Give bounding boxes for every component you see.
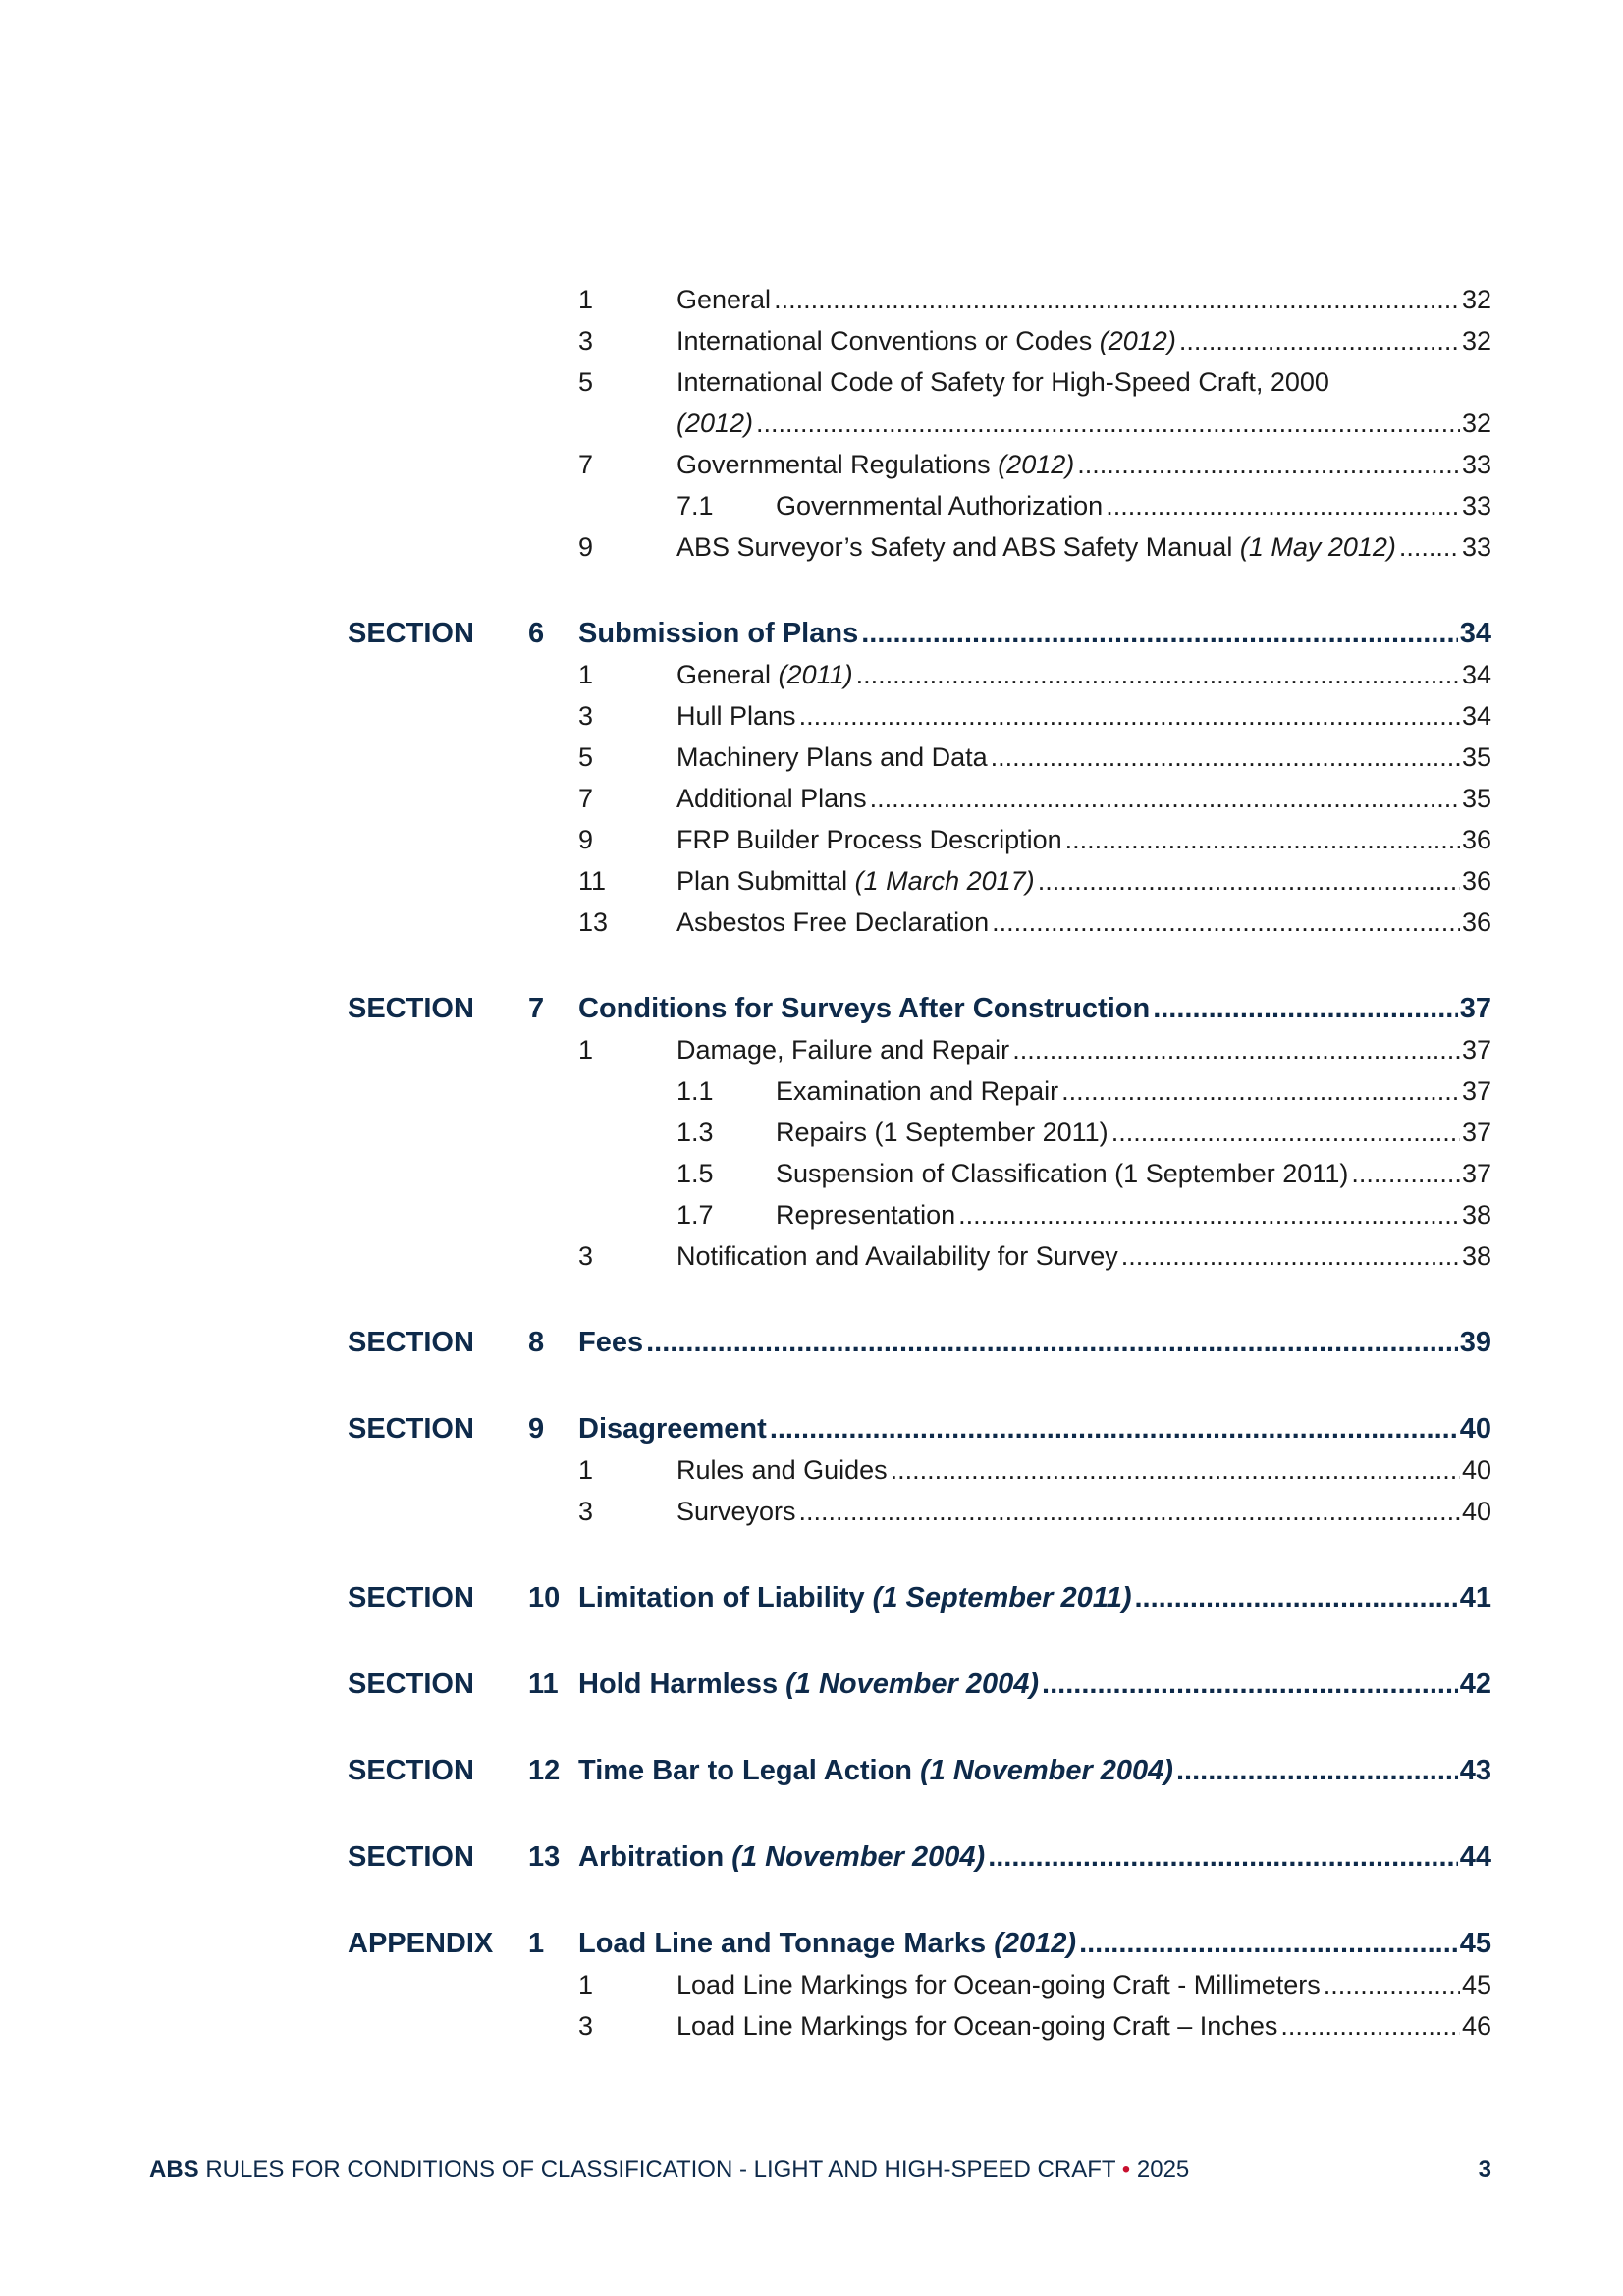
toc-page-number: 37 bbox=[1461, 1159, 1491, 1188]
toc-entry-title: Load Line Markings for Ocean-going Craft - Millimeters bbox=[676, 1970, 1321, 1999]
leader-dots bbox=[991, 737, 1460, 778]
toc-page-number: 34 bbox=[1461, 701, 1491, 731]
toc-entry-title: Load Line Markings for Ocean-going Craft – Inches bbox=[676, 2011, 1278, 2041]
toc-page-number: 36 bbox=[1461, 866, 1491, 896]
toc-page-number: 36 bbox=[1461, 907, 1491, 937]
toc-entry-title: Rules and Guides bbox=[676, 1455, 888, 1485]
toc-entry[interactable]: 3 Surveyors ..... 40 bbox=[0, 1491, 1623, 1532]
leader-dots bbox=[1324, 1964, 1460, 2005]
leader-dots bbox=[756, 403, 1460, 444]
toc-section-6[interactable] bbox=[0, 613, 1623, 654]
toc-section-10[interactable] bbox=[0, 1577, 1623, 1618]
toc-page-number: 40 bbox=[1459, 1413, 1491, 1445]
toc-page-number: 33 bbox=[1461, 532, 1491, 562]
toc-appendix-1[interactable] bbox=[0, 1923, 1623, 1964]
toc-entry-title: ABS Surveyor’s Safety and ABS Safety Manual bbox=[676, 532, 1240, 562]
toc-entry[interactable]: 3 Notification and Availability for Survey ..... 38 bbox=[0, 1235, 1623, 1277]
section-date: (1 September 2011) bbox=[872, 1582, 1132, 1613]
leader-dots bbox=[1079, 1923, 1458, 1964]
toc-page-number: 33 bbox=[1461, 450, 1491, 479]
toc-page-number: 40 bbox=[1461, 1455, 1491, 1485]
toc-section-8[interactable] bbox=[0, 1322, 1623, 1363]
leader-dots bbox=[799, 695, 1460, 737]
toc-page-number: 32 bbox=[1461, 285, 1491, 314]
toc-entry[interactable]: 3 Hull Plans ..... 34 bbox=[0, 695, 1623, 737]
toc-subentry[interactable]: 1.5 Suspension of Classification (1 September 2011) ..... 37 bbox=[0, 1153, 1623, 1194]
toc-page-number: 44 bbox=[1459, 1841, 1491, 1873]
toc-page-number: 40 bbox=[1461, 1497, 1491, 1526]
toc-entry[interactable]: 5 Machinery Plans and Data ..... 35 bbox=[0, 737, 1623, 778]
toc-entry-title: Governmental Regulations bbox=[676, 450, 999, 479]
section-label: SECTION bbox=[348, 618, 474, 649]
toc-page-number: 37 bbox=[1461, 1076, 1491, 1106]
section-label: SECTION bbox=[348, 1841, 474, 1873]
section-title: Fees bbox=[578, 1327, 644, 1358]
toc-page-number: 37 bbox=[1459, 993, 1491, 1024]
section-number: 10 bbox=[528, 1582, 561, 1613]
toc-entry[interactable]: 9 FRP Builder Process Description ..... 36 bbox=[0, 819, 1623, 860]
toc-entry-title: Representation bbox=[776, 1200, 956, 1230]
section-date: (1 November 2004) bbox=[920, 1755, 1173, 1786]
section-number: 7 bbox=[528, 993, 545, 1024]
toc-section-7[interactable] bbox=[0, 988, 1623, 1029]
appendix-number: 1 bbox=[528, 1928, 545, 1959]
footer-page-number: 3 bbox=[1478, 2157, 1491, 2183]
leader-dots bbox=[1111, 1112, 1460, 1153]
toc-section-9[interactable] bbox=[0, 1408, 1623, 1449]
leader-dots bbox=[1399, 526, 1460, 568]
section-title: Conditions for Surveys After Construction bbox=[578, 993, 1151, 1024]
toc-entry-date: (1 May 2012) bbox=[1239, 532, 1396, 562]
section-number: 11 bbox=[528, 1668, 559, 1700]
leader-dots bbox=[891, 1449, 1460, 1491]
toc-entry-date: (2012) bbox=[1099, 326, 1176, 355]
toc-page-number: 34 bbox=[1461, 660, 1491, 689]
leader-dots bbox=[992, 902, 1460, 943]
section-title: Disagreement bbox=[578, 1413, 767, 1445]
leader-dots bbox=[1061, 1070, 1460, 1112]
toc-entry-title: Plan Submittal bbox=[676, 866, 855, 896]
leader-dots bbox=[1106, 485, 1460, 526]
section-number: 8 bbox=[528, 1327, 545, 1358]
leader-dots bbox=[958, 1194, 1460, 1235]
toc-page-number: 38 bbox=[1461, 1241, 1491, 1271]
leader-dots bbox=[1012, 1029, 1460, 1070]
toc-entry[interactable]: 1 General ..... 32 bbox=[0, 279, 1623, 320]
toc-entry-date: (1 March 2017) bbox=[854, 866, 1035, 896]
leader-dots bbox=[1038, 860, 1460, 902]
toc-entry-title: Additional Plans bbox=[676, 784, 867, 813]
leader-dots bbox=[799, 1491, 1460, 1532]
toc-page-number: 35 bbox=[1461, 742, 1491, 772]
leader-dots bbox=[1351, 1153, 1460, 1194]
footer-brand: ABS bbox=[149, 2157, 199, 2183]
leader-dots bbox=[1280, 2005, 1460, 2047]
section-label: SECTION bbox=[348, 1668, 474, 1700]
toc-page-number: 43 bbox=[1459, 1755, 1491, 1786]
leader-dots bbox=[770, 1408, 1458, 1449]
section-number: 9 bbox=[528, 1413, 545, 1445]
footer-year: 2025 bbox=[1130, 2157, 1190, 2183]
leader-dots bbox=[1134, 1577, 1457, 1618]
toc-subentry[interactable]: 7.1 Governmental Authorization ..... 33 bbox=[0, 485, 1623, 526]
section-number: 13 bbox=[528, 1841, 561, 1873]
toc-page-number: 37 bbox=[1461, 1035, 1491, 1065]
toc-page-number: 46 bbox=[1461, 2011, 1491, 2041]
toc-entry[interactable]: 3 International Conventions or Codes (2012) ..... 32 bbox=[0, 320, 1623, 361]
toc-subentry[interactable]: 1.3 Repairs (1 September 2011) ..... 37 bbox=[0, 1112, 1623, 1153]
footer-title: RULES FOR CONDITIONS OF CLASSIFICATION - LIGHT AND HIGH-SPEED CRAFT bbox=[198, 2157, 1122, 2183]
toc-entry[interactable]: 13 Asbestos Free Declaration ..... 36 bbox=[0, 902, 1623, 943]
toc-entry[interactable]: 7 Additional Plans ..... 35 bbox=[0, 778, 1623, 819]
toc-subentry[interactable]: 1.7 Representation ..... 38 bbox=[0, 1194, 1623, 1235]
toc-entry-title: Repairs (1 September 2011) bbox=[776, 1118, 1109, 1147]
toc-entry[interactable]: 1 Damage, Failure and Repair ..... 37 bbox=[0, 1029, 1623, 1070]
toc-entry-title: Hull Plans bbox=[676, 701, 796, 731]
section-date: (1 November 2004) bbox=[785, 1668, 1040, 1700]
toc-entry[interactable]: 1 Rules and Guides ..... 40 bbox=[0, 1449, 1623, 1491]
toc-entry-title: Examination and Repair bbox=[776, 1076, 1059, 1106]
toc-entry-title: International Conventions or Codes bbox=[676, 326, 1100, 355]
toc-page-number: 42 bbox=[1459, 1668, 1491, 1700]
leader-dots bbox=[870, 778, 1460, 819]
toc-section-13[interactable] bbox=[0, 1836, 1623, 1878]
toc-entry[interactable]: 1 Load Line Markings for Ocean-going Craft - Millimeters ..... 45 bbox=[0, 1964, 1623, 2005]
toc-entry-title: General bbox=[676, 660, 779, 689]
leader-dots bbox=[1176, 1750, 1458, 1791]
appendix-label: APPENDIX bbox=[348, 1928, 494, 1959]
toc-entry-date: (2011) bbox=[778, 660, 853, 689]
section-title: Hold Harmless bbox=[578, 1668, 786, 1700]
section-title: Limitation of Liability bbox=[578, 1582, 873, 1613]
toc-entry[interactable]: 1 General (2011) ..... 34 bbox=[0, 654, 1623, 695]
section-date: (1 November 2004) bbox=[731, 1841, 986, 1873]
appendix-date: (2012) bbox=[994, 1928, 1077, 1959]
toc-page-number: 38 bbox=[1461, 1200, 1491, 1230]
toc-entry-title: Damage, Failure and Repair bbox=[676, 1035, 1010, 1065]
leader-dots bbox=[988, 1836, 1458, 1878]
section-label: SECTION bbox=[348, 1755, 474, 1786]
leader-dots bbox=[1042, 1664, 1458, 1705]
leader-dots bbox=[1077, 444, 1460, 485]
toc-entry-title: FRP Builder Process Description bbox=[676, 825, 1062, 854]
section-label: SECTION bbox=[348, 1327, 474, 1358]
toc-entry[interactable]: 7 Governmental Regulations (2012) ..... 33 bbox=[0, 444, 1623, 485]
leader-dots bbox=[1153, 988, 1458, 1029]
toc-entry-title: Governmental Authorization bbox=[776, 491, 1104, 520]
footer-bullet: • bbox=[1121, 2157, 1131, 2183]
leader-dots bbox=[646, 1322, 1458, 1363]
toc-section-12[interactable] bbox=[0, 1750, 1623, 1791]
toc-page-number: 32 bbox=[1461, 326, 1491, 355]
page-footer bbox=[149, 2157, 1491, 2196]
toc-entry-title: International Code of Safety for High-Speed Craft, 2000 bbox=[676, 367, 1329, 397]
leader-dots bbox=[1121, 1235, 1460, 1277]
section-title: Arbitration bbox=[578, 1841, 732, 1873]
toc-entry-title: Machinery Plans and Data bbox=[676, 742, 988, 772]
section-label: SECTION bbox=[348, 1582, 474, 1613]
toc-entry[interactable]: 5 International Code of Safety for High-Speed Craft, 2000 (2012) ..... 32 bbox=[0, 361, 1623, 444]
leader-dots bbox=[1065, 819, 1460, 860]
toc-page-number: 39 bbox=[1459, 1327, 1491, 1358]
appendix-title: Load Line and Tonnage Marks bbox=[578, 1928, 995, 1959]
toc-subentry[interactable]: 1.1 Examination and Repair ..... 37 bbox=[0, 1070, 1623, 1112]
toc-entry-title: Suspension of Classification (1 September 2011) bbox=[776, 1159, 1349, 1188]
toc-page-number: 45 bbox=[1459, 1928, 1491, 1959]
toc-page-number: 35 bbox=[1461, 784, 1491, 813]
toc-page-number: 41 bbox=[1459, 1582, 1491, 1613]
section-number: 6 bbox=[528, 618, 545, 649]
toc-section-11[interactable] bbox=[0, 1664, 1623, 1705]
toc-entry-title: Asbestos Free Declaration bbox=[676, 907, 990, 937]
toc-page-number: 45 bbox=[1461, 1970, 1491, 1999]
toc-entry-title: Surveyors bbox=[676, 1497, 796, 1526]
toc-page-number: 33 bbox=[1461, 491, 1491, 520]
leader-dots bbox=[856, 654, 1460, 695]
section-number: 12 bbox=[528, 1755, 561, 1786]
table-of-contents bbox=[0, 279, 1623, 2047]
section-label: SECTION bbox=[348, 1413, 474, 1445]
toc-entry[interactable]: 3 Load Line Markings for Ocean-going Craft – Inches ..... 46 bbox=[0, 2005, 1623, 2047]
toc-page-number: 32 bbox=[1461, 409, 1491, 438]
leader-dots bbox=[1179, 320, 1460, 361]
toc-entry-date: (2012) bbox=[998, 450, 1075, 479]
toc-entry[interactable]: 9 ABS Surveyor’s Safety and ABS Safety Manual (1 May 2012) ..... 33 bbox=[0, 526, 1623, 568]
toc-page-number: 36 bbox=[1461, 825, 1491, 854]
section-label: SECTION bbox=[348, 993, 474, 1024]
section-title: Submission of Plans bbox=[578, 618, 859, 649]
toc-entry-date: (2012) bbox=[676, 409, 754, 438]
toc-entry-title: General bbox=[676, 285, 772, 314]
leader-dots bbox=[774, 279, 1460, 320]
leader-dots bbox=[861, 613, 1458, 654]
toc-entry[interactable]: 11 Plan Submittal (1 March 2017) ..... 36 bbox=[0, 860, 1623, 902]
toc-entry-title: Notification and Availability for Survey bbox=[676, 1241, 1118, 1271]
toc-page-number: 34 bbox=[1459, 618, 1491, 649]
section-title: Time Bar to Legal Action bbox=[578, 1755, 921, 1786]
toc-page-number: 37 bbox=[1461, 1118, 1491, 1147]
